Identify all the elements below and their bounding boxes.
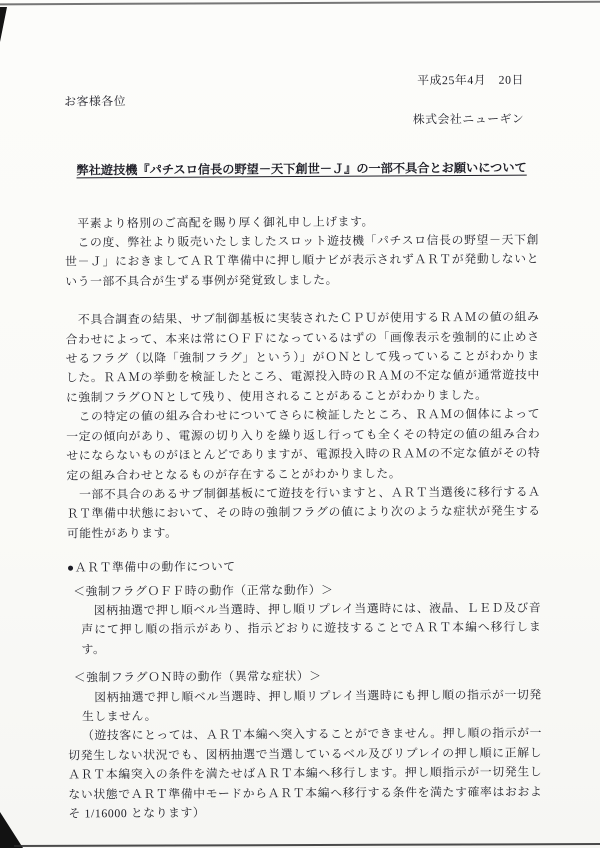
section-art-preparation bbox=[67, 556, 543, 824]
document-content bbox=[64, 71, 543, 824]
sender-line: 株式会社ニューギン bbox=[412, 111, 525, 127]
scan-artifact-bottom-edge bbox=[14, 843, 600, 847]
subsection-flag-off bbox=[67, 579, 541, 660]
scan-artifact-top-left-corner bbox=[0, 7, 7, 42]
section-heading: ●ＡＲＴ準備中の動作について bbox=[66, 559, 236, 575]
scan-artifact-top-edge bbox=[0, 1, 600, 5]
subsection-heading-flag-on: ＜強制フラグＯＮ時の動作（異常な症状）＞ bbox=[73, 669, 322, 685]
recipient-line: お客様各位 bbox=[64, 94, 127, 109]
document-title: 弊社遊技機『パチスロ信長の野望－天下創世－Ｊ』の一部不具合とお願いについて bbox=[76, 160, 527, 178]
date-line: 平成25年4月 20日 bbox=[417, 72, 525, 88]
subsection-heading-flag-off: ＜強制フラグＯＦＦ時の動作（正常な動作）＞ bbox=[73, 582, 334, 598]
paragraph-intro: この度、弊社より販売いたしましたスロット遊技機「パチスロ信長の野望－天下創世－Ｊ」におきましてＡＲＴ準備中に押し順ナビが表示されずＡＲＴが発動しないという一部不具合が生ずる事例が発覚致しました。 bbox=[64, 232, 540, 289]
paragraph-group-investigation bbox=[65, 308, 540, 544]
paragraph-investigation-2: この特定の値の組み合わせについてさらに検証したところ、ＲＡＭの個体によって一定の傾向があり、電源の切り入りを繰り返し行っても全くその特定の値の組み合わせにならないものがほとんどでありますが、電源投入時のＲＡＭの不定な値がその特定の組み合わせとなるものが存在することがわかりました。 bbox=[66, 406, 541, 482]
subsection-body-flag-on-note: （遊技客にとっては、ＡＲＴ本編へ突入することができません。押し順の指示が一切発生しない状況でも、図柄抽選で当選しているベル及びリプレイの押し順に正解しＡＲＴ本編突入の条件を満たせばＡＲＴ本編へ移行します。押し順指示が一切発生しない状態でＡＲＴ準備中モードからＡＲＴ本編へ移行する条件を満たす確率はおおよそ 1/16000 となります） bbox=[68, 725, 543, 821]
paragraph-investigation-1: 不具合調査の結果、サブ制御基板に実装されたＣＰＵが使用するＲＡＭの値の組み合わせによって、本来は常にＯＦＦになっているはずの「画像表示を強制的に止めさせるフラグ（以降「強制フラグ」という）」がＯＮとして残っていることがわかりました。ＲＡＭの挙動を検証したところ、電源投入時のＲＡＭの不定な値が通常遊技中に強制フラグＯＮとして残り、使用されることがあることがわかりました。 bbox=[65, 309, 540, 405]
subsection-body-flag-on: 図柄抽選で押し順ベル当選時、押し順リプレイ当選時にも押し順の指示が一切発生しません。 bbox=[81, 687, 542, 724]
paragraph-group-opening bbox=[65, 211, 539, 292]
paragraph-symptom-intro: 一部不具合のあるサブ制御基板にて遊技を行いますと、ＡＲＴ当選後に移行するＡＲＴ準備中状態において、その時の強制フラグの値により次のような症状が発生する可能性があります。 bbox=[66, 484, 541, 541]
subsection-flag-on bbox=[68, 666, 543, 824]
scan-artifact-bottom-left-corner bbox=[0, 812, 23, 848]
paragraph-greeting: 平素より格別のご高配を賜り厚く御礼申し上げます。 bbox=[64, 214, 374, 231]
subsection-body-flag-off: 図柄抽選で押し順ベル当選時、押し順リプレイ当選時には、液晶、ＬＥＤ及び音声にて押し順の指示があり、指示どおりに遊技することでＡＲＴ本編へ移行します。 bbox=[81, 600, 542, 657]
